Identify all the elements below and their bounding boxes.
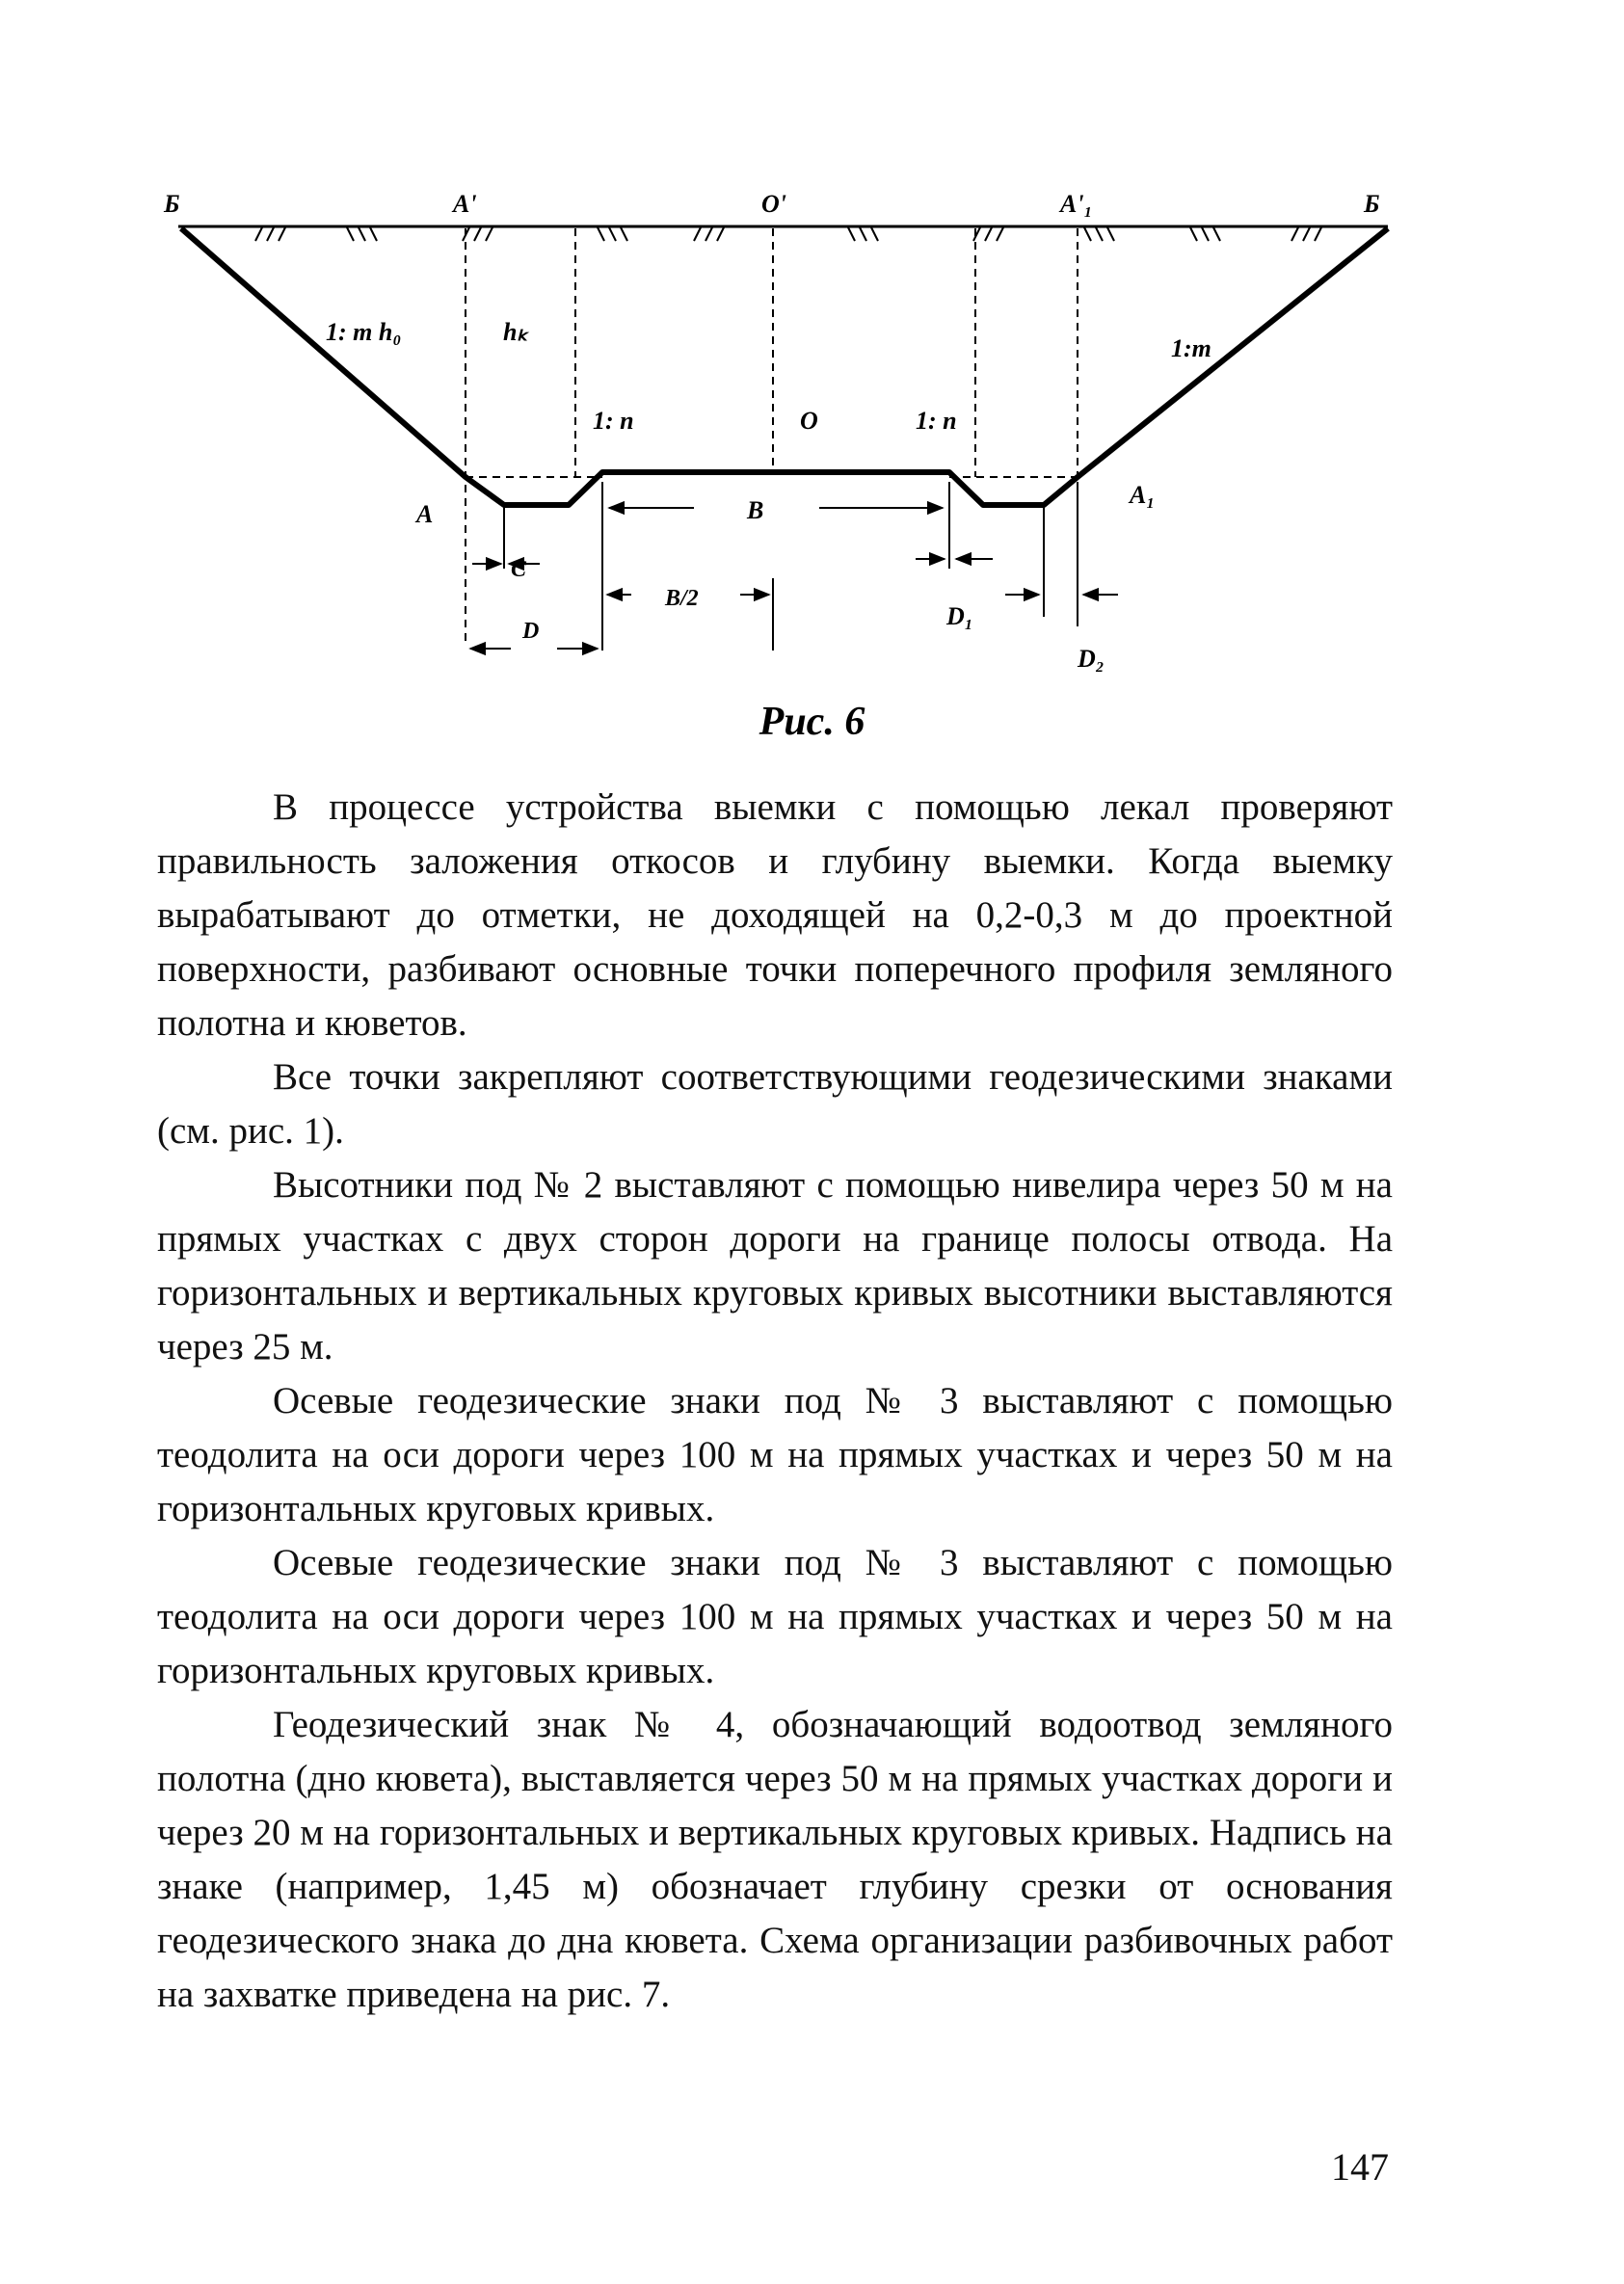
paragraph: В процессе устройства выемки с помощью лекал проверяют правильность заложения откосов и глубину выемки. Когда выемку вырабатывают до отметки, не доходящей на 0,2-0,3 м до проектной поверхности, разбивают основные точки поперечного профиля земляного полотна и кюветов. [157, 786, 1393, 1044]
label-hk: hₖ [503, 318, 528, 346]
excavation-profile [181, 228, 1388, 505]
label-a1: A₁ [1130, 481, 1156, 509]
cross-section-diagram [145, 164, 1398, 704]
label-inner-slope-right: 1: n [916, 407, 957, 435]
figure-caption: Рис. 6 [759, 700, 865, 744]
label-o-prime: O' [761, 190, 786, 218]
vertical-dashed-lines [466, 228, 1078, 646]
paragraph: Осевые геодезические знаки под № 3 выставляют с помощью теодолита на оси дороги через 100 м на прямых участках и через 50 м на горизонтальных круговых кривых. [157, 1542, 1393, 1691]
label-c: C [511, 557, 527, 582]
cross-section-figure [145, 164, 1398, 704]
label-half-b: B/2 [665, 586, 699, 611]
label-slope-left: 1: m h₀ [326, 318, 402, 346]
label-slope-right: 1:m [1171, 334, 1211, 362]
label-b-right: Б [1364, 190, 1380, 218]
paragraph: Высотники под № 2 выставляют с помощью нивелира через 50 м на прямых участках с двух сторон дороги на границе полосы отвода. На горизонтальных и вертикальных круговых кривых высотники выставляются через 25 м. [157, 1164, 1393, 1368]
label-b-width: B [747, 496, 764, 524]
label-b-left: Б [164, 190, 180, 218]
paragraph: Геодезический знак № 4, обозначающий водоотвод земляного полотна (дно кювета), выставляется через 50 м на прямых участках дороги и через 20 м на горизонтальных и вертикальных круговых кривых. Надпись на знаке (например, 1,45 м) обозначает глубину срезки от основания геодезического знака до дна кювета. Схема организации разбивочных работ на захватке приведена на рис. 7. [157, 1704, 1393, 2015]
label-d1: D₁ [946, 602, 973, 630]
body-text [157, 781, 1393, 2022]
paragraph: Осевые геодезические знаки под № 3 выставляют с помощью теодолита на оси дороги через 100 м на прямых участках и через 50 м на горизонтальных круговых кривых. [157, 1380, 1393, 1529]
label-a-prime: A' [453, 190, 477, 218]
label-o: O [800, 407, 818, 435]
label-a: A [416, 500, 434, 528]
label-d: D [522, 619, 540, 644]
label-a1-prime: A'₁ [1060, 190, 1093, 218]
page-number: 147 [1331, 2145, 1389, 2189]
label-inner-slope-left: 1: n [593, 407, 634, 435]
paragraph: Все точки закрепляют соответствующими геодезическими знаками (см. рис. 1). [157, 1056, 1393, 1152]
ground-hatching [255, 227, 1321, 241]
label-d2: D₂ [1078, 645, 1105, 673]
